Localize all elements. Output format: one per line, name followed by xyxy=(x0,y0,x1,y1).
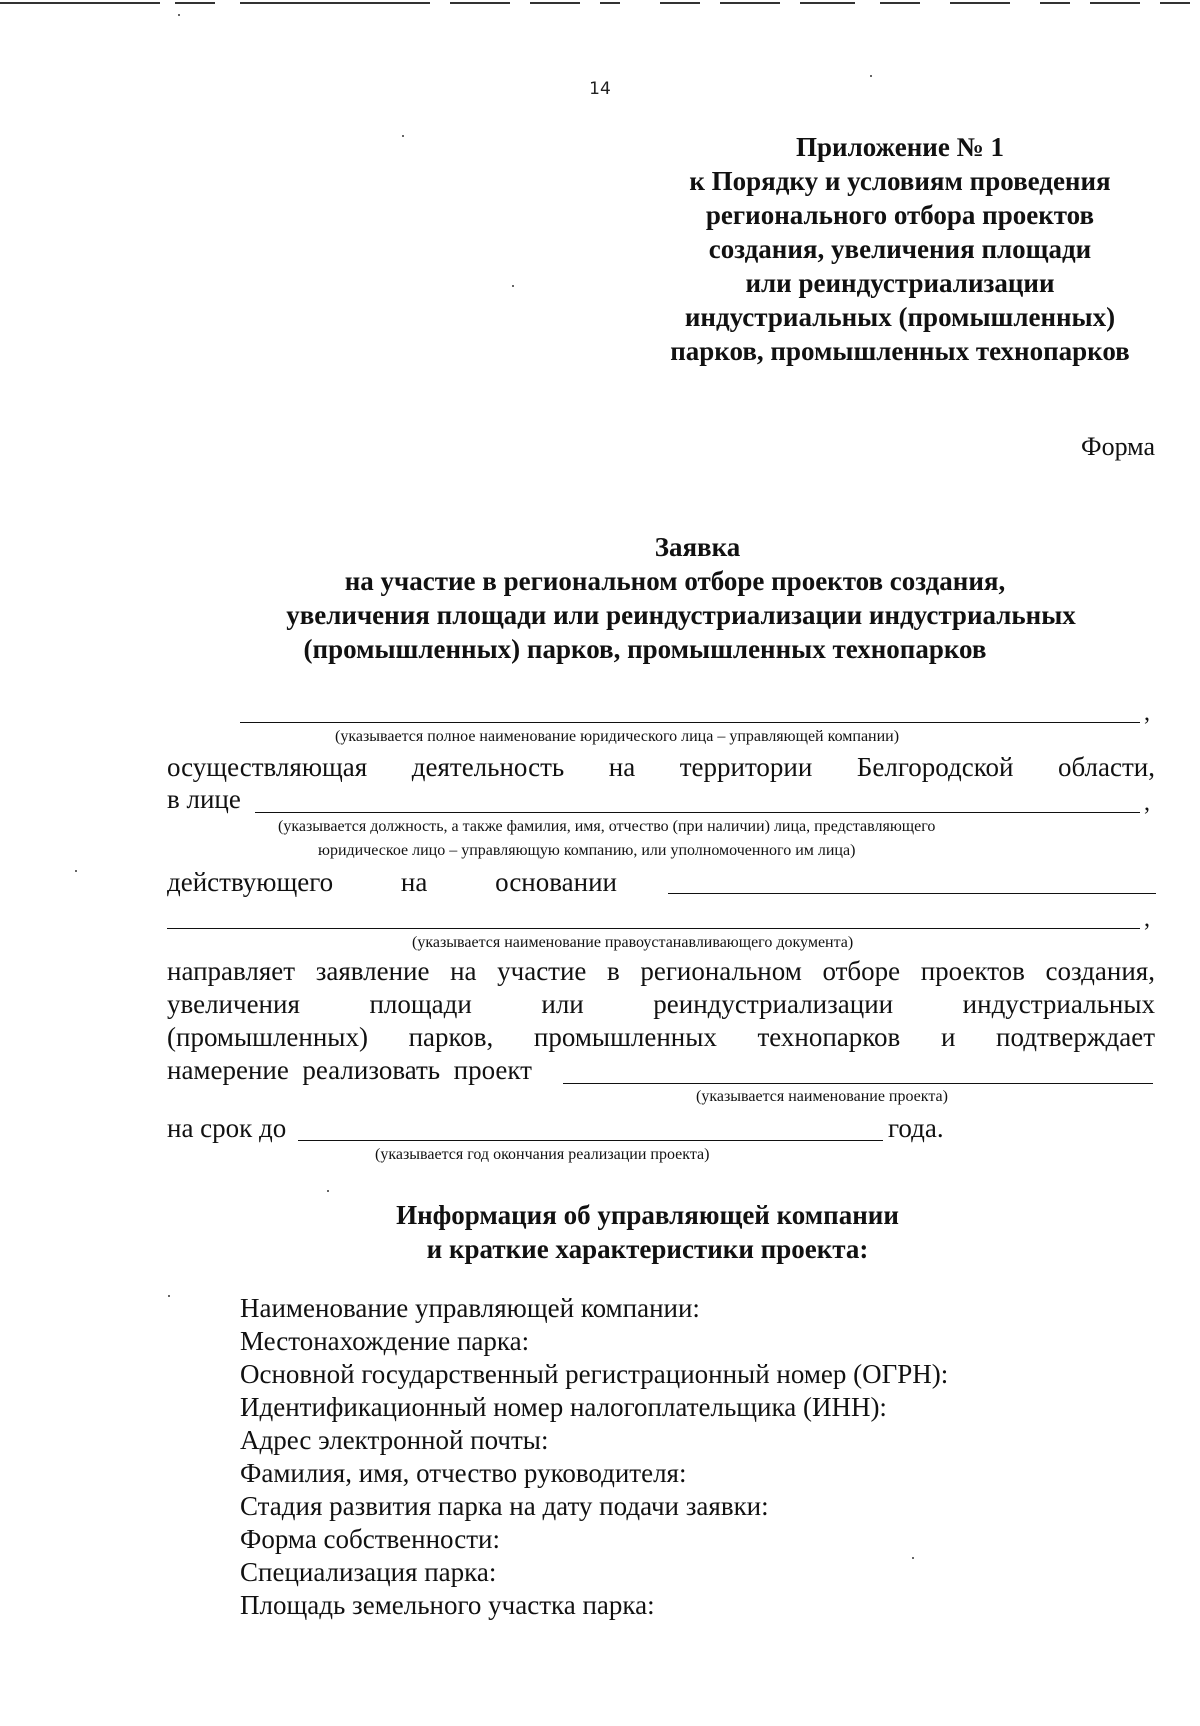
word: промышленных xyxy=(533,1022,717,1052)
appendix-header xyxy=(640,130,1160,368)
word: увеличения xyxy=(167,989,300,1019)
note-person: юридическое лицо – управляющую компанию, или уполномоченного им лица) xyxy=(318,842,856,859)
form-label: Форма xyxy=(1081,432,1155,461)
word: области, xyxy=(1057,752,1155,782)
basis-document-field[interactable] xyxy=(167,928,1140,929)
field-label: Идентификационный номер налогоплательщика (ИНН): xyxy=(240,1392,887,1422)
acting-line xyxy=(167,867,617,898)
word: отборе xyxy=(822,956,901,986)
word: основании xyxy=(495,867,617,897)
word: парков, xyxy=(408,1022,494,1052)
word: на xyxy=(608,752,636,782)
word: реиндустриализации xyxy=(653,989,894,1019)
para-line xyxy=(167,989,1155,1020)
scan-speck xyxy=(327,1190,329,1192)
word: индустриальных xyxy=(962,989,1155,1019)
info-section-title xyxy=(0,1198,1200,1266)
info-fields-list xyxy=(240,1292,948,1622)
activity-line xyxy=(167,752,1155,783)
word: участие xyxy=(497,956,587,986)
word: на xyxy=(450,956,477,986)
scan-speck xyxy=(512,285,514,287)
title-line: (промышленных) парков, промышленных технопарков xyxy=(303,634,987,664)
word: технопарков xyxy=(757,1022,901,1052)
title-line: на участие в региональном отборе проектов создания, xyxy=(344,566,1006,596)
word: или xyxy=(541,989,584,1019)
field-label: Стадия развития парка на дату подачи заявки: xyxy=(240,1491,769,1521)
appendix-line: парков, промышленных технопарков xyxy=(670,336,1130,366)
representative-field[interactable] xyxy=(255,812,1140,813)
word: в xyxy=(607,956,620,986)
project-name-field[interactable] xyxy=(563,1083,1153,1084)
field-label: Основной государственный регистрационный номер (ОГРН): xyxy=(240,1359,949,1389)
term-year-field[interactable] xyxy=(298,1140,883,1141)
word: осуществляющая xyxy=(167,752,368,782)
field-label: Площадь земельного участка парка: xyxy=(240,1590,655,1620)
company-name-field[interactable] xyxy=(240,722,1140,723)
note-project: (указывается наименование проекта) xyxy=(696,1088,948,1105)
info-title-line: Информация об управляющей компании xyxy=(396,1200,899,1230)
word: заявление xyxy=(315,956,430,986)
page-number: 14 xyxy=(589,79,611,99)
document-title xyxy=(0,530,1200,666)
comma: , xyxy=(1144,700,1150,726)
scan-speck xyxy=(870,75,872,77)
title-line: увеличения площади или реиндустриализации индустриальных xyxy=(286,600,1076,630)
word: на xyxy=(400,867,428,897)
word: и xyxy=(940,1022,956,1052)
basis-field[interactable] xyxy=(668,893,1156,894)
note-company: (указывается полное наименование юридического лица – управляющей компании) xyxy=(335,728,900,745)
scan-speck xyxy=(168,1295,170,1297)
intent-text: намерение реализовать проект xyxy=(167,1055,532,1085)
appendix-line: или реиндустриализации xyxy=(745,268,1055,298)
para-line xyxy=(167,956,1155,987)
scan-edge-noise xyxy=(0,2,1200,4)
title-line: Заявка xyxy=(654,532,741,562)
word: деятельность xyxy=(411,752,565,782)
word: направляет xyxy=(167,956,296,986)
comma: , xyxy=(1144,906,1150,932)
term-suffix: года. xyxy=(888,1113,944,1143)
scan-speck xyxy=(178,14,180,16)
word: подтверждает xyxy=(996,1022,1155,1052)
field-label: Адрес электронной почты: xyxy=(240,1425,549,1455)
field-label: Местонахождение парка: xyxy=(240,1326,530,1356)
v-litse-label: в лице xyxy=(167,784,241,814)
para-line xyxy=(167,1022,1155,1053)
field-label: Форма собственности: xyxy=(240,1524,500,1554)
comma: , xyxy=(1144,790,1150,816)
word: создания, xyxy=(1045,956,1155,986)
scan-speck xyxy=(912,1557,914,1559)
field-label: Фамилия, имя, отчество руководителя: xyxy=(240,1458,687,1488)
scan-speck xyxy=(75,870,77,872)
scan-speck xyxy=(402,135,404,137)
appendix-line: регионального отбора проектов xyxy=(705,200,1095,230)
word: действующего xyxy=(167,867,334,897)
term-prefix: на срок до xyxy=(167,1113,287,1143)
info-title-line: и краткие характеристики проекта: xyxy=(426,1234,869,1264)
field-label: Специализация парка: xyxy=(240,1557,497,1587)
word: площади xyxy=(369,989,472,1019)
appendix-line: создания, увеличения площади xyxy=(708,234,1092,264)
word: территории xyxy=(679,752,813,782)
note-year: (указывается год окончания реализации проекта) xyxy=(375,1146,710,1163)
appendix-line: Приложение № 1 xyxy=(796,132,1004,162)
note-document: (указывается наименование правоустанавливающего документа) xyxy=(412,934,854,951)
word: (промышленных) xyxy=(167,1022,368,1052)
word: Белгородской xyxy=(856,752,1014,782)
note-person: (указывается должность, а также фамилия, имя, отчество (при наличии) лица, представляющего xyxy=(278,818,936,835)
appendix-line: к Порядку и условиям проведения xyxy=(689,166,1111,196)
field-label: Наименование управляющей компании: xyxy=(240,1293,700,1323)
word: проектов xyxy=(920,956,1025,986)
word: региональном xyxy=(640,956,802,986)
appendix-line: индустриальных (промышленных) xyxy=(684,302,1116,332)
